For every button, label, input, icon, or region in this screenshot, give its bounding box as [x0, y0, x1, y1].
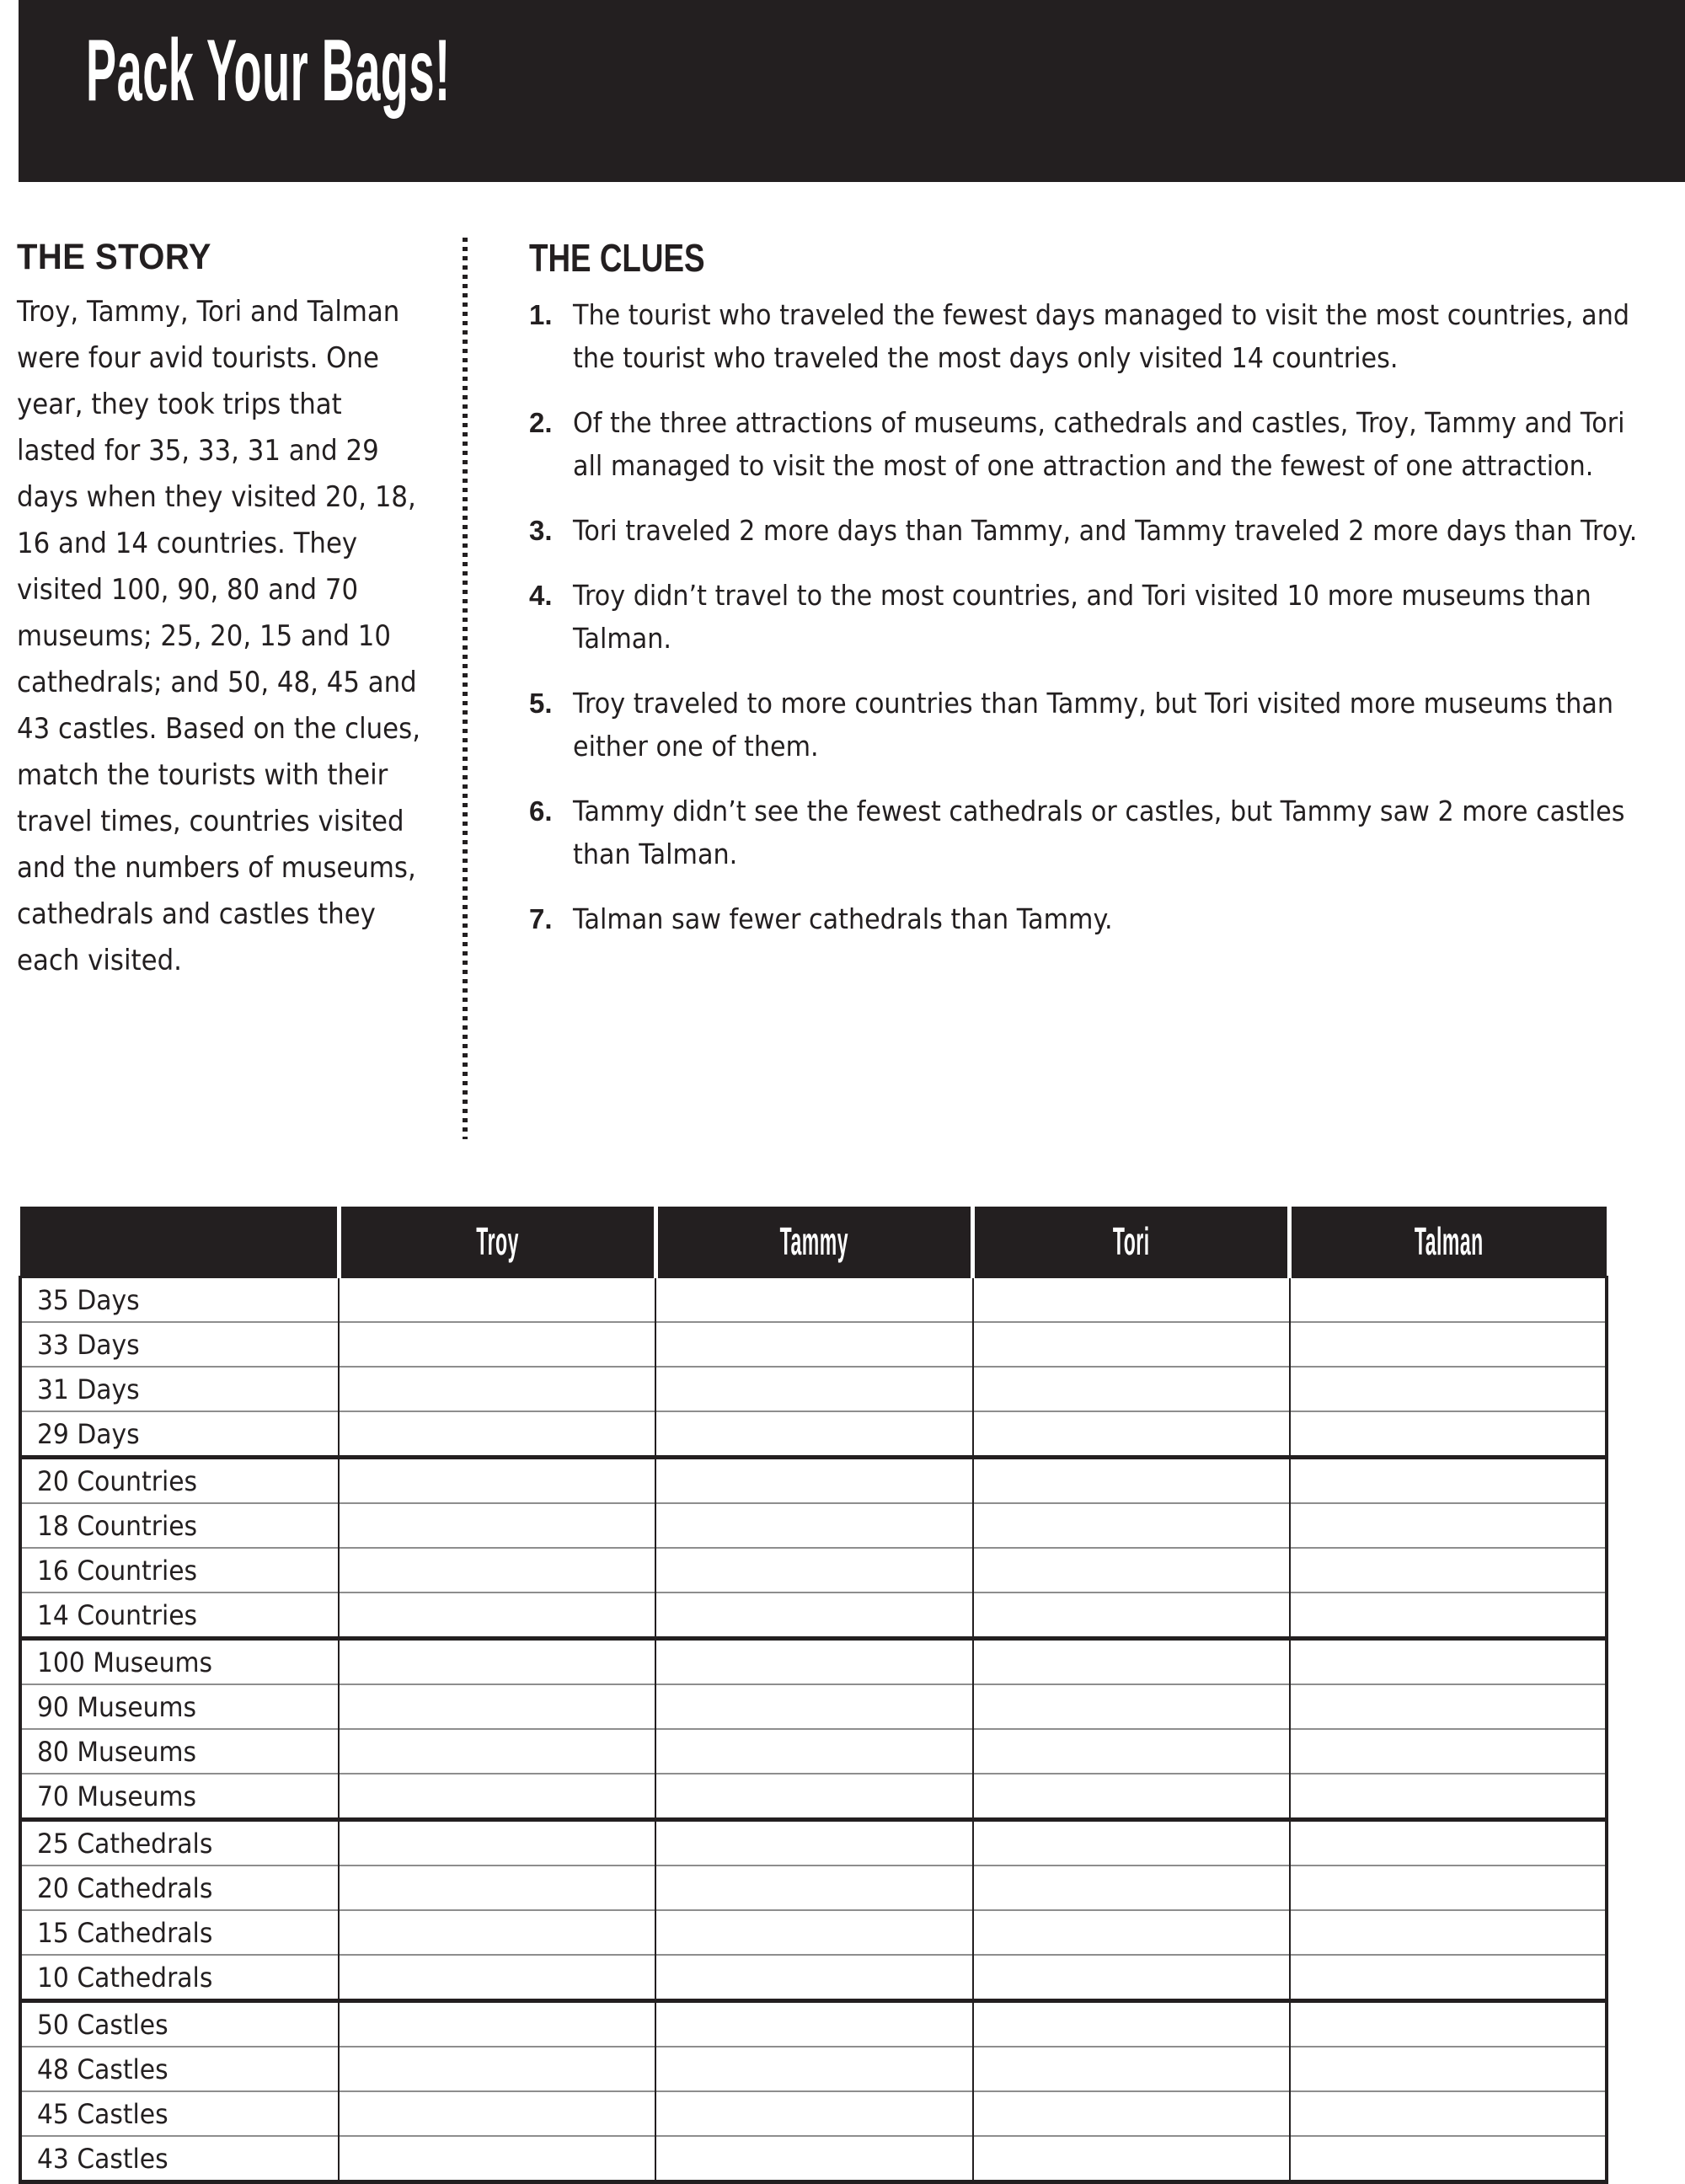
- grid-cell-tammy-castles-2[interactable]: [655, 2047, 972, 2091]
- grid-cell-tori-countries-2[interactable]: [973, 1503, 1290, 1548]
- row-label: 31 Days: [37, 1373, 140, 1405]
- grid-header: [20, 1207, 1607, 1277]
- grid-column-header-label: Troy: [475, 1219, 519, 1263]
- row-label: 16 Countries: [37, 1554, 198, 1587]
- clue-item: [529, 897, 1641, 940]
- grid-cell-talman-countries-3[interactable]: [1290, 1548, 1607, 1592]
- row-label: 50 Castles: [37, 2008, 168, 2041]
- row-label-cell: [20, 1639, 339, 1685]
- clue-item: [529, 682, 1641, 768]
- grid-cell-tammy-countries-3[interactable]: [655, 1548, 972, 1592]
- content-columns: [0, 236, 1685, 1163]
- clue-number: 2.: [529, 407, 553, 438]
- grid-column-header-talman: [1290, 1207, 1607, 1277]
- row-label-cell: [20, 2091, 339, 2136]
- grid-cell-talman-days-1[interactable]: [1290, 1277, 1607, 1323]
- row-label: 80 Museums: [37, 1735, 197, 1768]
- row-label: 33 Days: [37, 1328, 140, 1361]
- grid-cell-tori-museums-2[interactable]: [973, 1684, 1290, 1729]
- clue-list: [529, 293, 1641, 940]
- clue-text: Troy traveled to more countries than Tammy, but Tori visited more museums than either one of them.: [573, 687, 1613, 763]
- grid-cell-talman-countries-1[interactable]: [1290, 1458, 1607, 1504]
- clue-text: Of the three attractions of museums, cathedrals and castles, Troy, Tammy and Tori all managed to visit the most of one attraction and the fewest of one attraction.: [573, 406, 1625, 482]
- grid-cell-talman-cathedrals-4[interactable]: [1290, 1955, 1607, 2001]
- story-heading: THE STORY: [17, 237, 211, 277]
- clues-column: [529, 236, 1641, 962]
- dotted-column-divider: [463, 238, 468, 1139]
- row-label-cell: [20, 1277, 339, 1323]
- grid-cell-talman-museums-4[interactable]: [1290, 1774, 1607, 1820]
- row-label: 90 Museums: [37, 1690, 197, 1723]
- grid-cell-tammy-cathedrals-2[interactable]: [655, 1866, 972, 1910]
- grid-cell-troy-countries-2[interactable]: [339, 1503, 655, 1548]
- grid-cell-tori-days-3[interactable]: [973, 1367, 1290, 1411]
- grid-column-header-tammy: [655, 1207, 972, 1277]
- grid-cell-talman-castles-3[interactable]: [1290, 2091, 1607, 2136]
- grid-cell-troy-days-4[interactable]: [339, 1411, 655, 1458]
- grid-cell-tammy-museums-4[interactable]: [655, 1774, 972, 1820]
- grid-column-header-label: Talman: [1415, 1219, 1484, 1263]
- grid-cell-talman-castles-2[interactable]: [1290, 2047, 1607, 2091]
- row-label: 29 Days: [37, 1417, 140, 1450]
- row-label: 43 Castles: [37, 2142, 168, 2175]
- grid-cell-tammy-castles-1[interactable]: [655, 2001, 972, 2048]
- grid-cell-tori-cathedrals-3[interactable]: [973, 1910, 1290, 1955]
- row-label: 18 Countries: [37, 1509, 198, 1542]
- row-label-cell: [20, 1411, 339, 1458]
- grid-cell-tori-cathedrals-1[interactable]: [973, 1820, 1290, 1866]
- row-label: 20 Countries: [37, 1464, 198, 1497]
- grid-cell-tori-countries-1[interactable]: [973, 1458, 1290, 1504]
- row-label: 48 Castles: [37, 2053, 168, 2085]
- grid-header-row: [20, 1207, 1607, 1277]
- grid-cell-tammy-cathedrals-1[interactable]: [655, 1820, 972, 1866]
- clue-item: [529, 293, 1641, 379]
- table-row: [20, 1955, 1607, 2001]
- grid-cell-tori-castles-2[interactable]: [973, 2047, 1290, 2091]
- row-label-cell: [20, 1458, 339, 1504]
- table-row: [20, 1639, 1607, 1685]
- grid-column-header-troy: [339, 1207, 655, 1277]
- grid-cell-tori-castles-4[interactable]: [973, 2136, 1290, 2182]
- row-label: 35 Days: [37, 1283, 140, 1316]
- grid-cell-troy-castles-1[interactable]: [339, 2001, 655, 2048]
- grid-cell-tori-castles-1[interactable]: [973, 2001, 1290, 2048]
- grid-cell-tammy-museums-1[interactable]: [655, 1639, 972, 1685]
- grid-cell-talman-countries-4[interactable]: [1290, 1592, 1607, 1639]
- grid-cell-tammy-countries-2[interactable]: [655, 1503, 972, 1548]
- grid-cell-troy-cathedrals-2[interactable]: [339, 1866, 655, 1910]
- grid-cell-talman-museums-1[interactable]: [1290, 1639, 1607, 1685]
- grid-body: [20, 1277, 1607, 2182]
- clue-number: 1.: [529, 299, 553, 330]
- grid-cell-troy-days-2[interactable]: [339, 1322, 655, 1367]
- clue-text: Tammy didn’t see the fewest cathedrals or castles, but Tammy saw 2 more castles than Talman.: [573, 795, 1625, 870]
- row-label: 15 Cathedrals: [37, 1916, 213, 1949]
- grid-cell-troy-days-3[interactable]: [339, 1367, 655, 1411]
- page-title: Pack Your Bags!: [86, 22, 451, 120]
- grid-cell-tammy-museums-2[interactable]: [655, 1684, 972, 1729]
- grid-cell-troy-castles-3[interactable]: [339, 2091, 655, 2136]
- grid-cell-tammy-castles-4[interactable]: [655, 2136, 972, 2182]
- row-label-cell: [20, 1729, 339, 1774]
- clue-item: [529, 790, 1641, 875]
- table-row: [20, 1548, 1607, 1592]
- clue-number: 6.: [529, 795, 553, 827]
- grid-cell-talman-cathedrals-1[interactable]: [1290, 1820, 1607, 1866]
- grid-cell-talman-castles-1[interactable]: [1290, 2001, 1607, 2048]
- table-row: [20, 1592, 1607, 1639]
- grid-cell-tori-countries-3[interactable]: [973, 1548, 1290, 1592]
- table-row: [20, 1367, 1607, 1411]
- grid-cell-tammy-museums-3[interactable]: [655, 1729, 972, 1774]
- table-row: [20, 1277, 1607, 1323]
- row-label-cell: [20, 1548, 339, 1592]
- grid-cell-troy-cathedrals-1[interactable]: [339, 1820, 655, 1866]
- grid-cell-tammy-days-3[interactable]: [655, 1367, 972, 1411]
- row-label-cell: [20, 1367, 339, 1411]
- row-label: 25 Cathedrals: [37, 1827, 213, 1860]
- grid-cell-troy-days-1[interactable]: [339, 1277, 655, 1323]
- grid-column-header-label: Tammy: [779, 1219, 849, 1263]
- grid-cell-talman-museums-2[interactable]: [1290, 1684, 1607, 1729]
- grid-cell-tori-museums-4[interactable]: [973, 1774, 1290, 1820]
- grid-cell-talman-cathedrals-3[interactable]: [1290, 1910, 1607, 1955]
- grid-cell-tori-cathedrals-4[interactable]: [973, 1955, 1290, 2001]
- table-row: [20, 1503, 1607, 1548]
- clue-text: The tourist who traveled the fewest days managed to visit the most countries, and the tourist who traveled the most days only visited 14 countries.: [573, 298, 1629, 374]
- table-row: [20, 1411, 1607, 1458]
- row-label-cell: [20, 1774, 339, 1820]
- row-label-cell: [20, 1955, 339, 2001]
- table-row: [20, 1322, 1607, 1367]
- row-label: 70 Museums: [37, 1780, 197, 1812]
- clue-number: 7.: [529, 903, 553, 934]
- grid-cell-tori-cathedrals-2[interactable]: [973, 1866, 1290, 1910]
- row-label-cell: [20, 1503, 339, 1548]
- grid-cell-tori-days-2[interactable]: [973, 1322, 1290, 1367]
- table-row: [20, 2091, 1607, 2136]
- grid-cell-talman-castles-4[interactable]: [1290, 2136, 1607, 2182]
- grid-cell-tori-countries-4[interactable]: [973, 1592, 1290, 1639]
- grid-cell-tammy-days-4[interactable]: [655, 1411, 972, 1458]
- table-row: [20, 1866, 1607, 1910]
- grid-cell-talman-days-4[interactable]: [1290, 1411, 1607, 1458]
- solution-grid: [19, 1207, 1605, 2184]
- row-label-cell: [20, 2136, 339, 2182]
- row-label-cell: [20, 2001, 339, 2048]
- grid-cell-troy-countries-3[interactable]: [339, 1548, 655, 1592]
- clue-text: Talman saw fewer cathedrals than Tammy.: [573, 902, 1113, 935]
- table-row: [20, 2001, 1607, 2048]
- row-label: 14 Countries: [37, 1598, 198, 1631]
- grid-column-header-tori: [973, 1207, 1290, 1277]
- grid-cell-talman-days-3[interactable]: [1290, 1367, 1607, 1411]
- grid-cell-troy-countries-4[interactable]: [339, 1592, 655, 1639]
- grid-cell-troy-countries-1[interactable]: [339, 1458, 655, 1504]
- row-label-cell: [20, 1684, 339, 1729]
- grid-cell-talman-cathedrals-2[interactable]: [1290, 1866, 1607, 1910]
- table-row: [20, 2047, 1607, 2091]
- clue-item: [529, 574, 1641, 660]
- grid-cell-troy-museums-2[interactable]: [339, 1684, 655, 1729]
- clue-number: 3.: [529, 515, 553, 546]
- title-banner: [19, 0, 1685, 182]
- table-row: [20, 1729, 1607, 1774]
- grid-cell-troy-cathedrals-4[interactable]: [339, 1955, 655, 2001]
- row-label: 100 Museums: [37, 1646, 212, 1678]
- clue-item: [529, 401, 1641, 487]
- clue-text: Tori traveled 2 more days than Tammy, and Tammy traveled 2 more days than Troy.: [573, 514, 1638, 547]
- grid-cell-tammy-cathedrals-4[interactable]: [655, 1955, 972, 2001]
- grid-cell-tammy-days-2[interactable]: [655, 1322, 972, 1367]
- grid-cell-talman-countries-2[interactable]: [1290, 1503, 1607, 1548]
- grid-cell-tori-castles-3[interactable]: [973, 2091, 1290, 2136]
- clue-number: 5.: [529, 688, 553, 719]
- clue-item: [529, 509, 1641, 552]
- grid-cell-troy-cathedrals-3[interactable]: [339, 1910, 655, 1955]
- grid-cell-tammy-days-1[interactable]: [655, 1277, 972, 1323]
- row-label: 45 Castles: [37, 2097, 168, 2130]
- row-label-cell: [20, 1866, 339, 1910]
- table-row: [20, 1820, 1607, 1866]
- grid-table: [19, 1207, 1608, 2184]
- grid-cell-troy-castles-4[interactable]: [339, 2136, 655, 2182]
- grid-cell-talman-museums-3[interactable]: [1290, 1729, 1607, 1774]
- table-row: [20, 1774, 1607, 1820]
- grid-cell-tori-museums-1[interactable]: [973, 1639, 1290, 1685]
- grid-cell-tammy-countries-1[interactable]: [655, 1458, 972, 1504]
- row-label-cell: [20, 1910, 339, 1955]
- table-row: [20, 1910, 1607, 1955]
- grid-cell-tori-days-4[interactable]: [973, 1411, 1290, 1458]
- grid-cell-troy-museums-1[interactable]: [339, 1639, 655, 1685]
- story-text: Troy, Tammy, Tori and Talman were four avid tourists. One year, they took trips that lasted for 35, 33, 31 and 29 days when they visited 20, 18, 16 and 14 countries. They visited 100, 90, 80 and 70 museums; 25, 20, 15 and 10 cathedrals; and 50, 48, 45 and 43 castles. Based on the clues, match the tourists with their travel times, countries visited and the numbers of museums, cathedrals and castles they each visited.: [17, 295, 420, 977]
- grid-cell-tori-days-1[interactable]: [973, 1277, 1290, 1323]
- grid-cell-tammy-countries-4[interactable]: [655, 1592, 972, 1639]
- grid-cell-troy-museums-4[interactable]: [339, 1774, 655, 1820]
- table-row: [20, 1458, 1607, 1504]
- table-row: [20, 1684, 1607, 1729]
- row-label: 10 Cathedrals: [37, 1961, 213, 1994]
- clues-heading: THE CLUES: [529, 236, 705, 280]
- grid-cell-troy-castles-2[interactable]: [339, 2047, 655, 2091]
- row-label-cell: [20, 1322, 339, 1367]
- row-label-cell: [20, 1592, 339, 1639]
- row-label: 20 Cathedrals: [37, 1871, 213, 1904]
- table-row: [20, 2136, 1607, 2182]
- grid-column-header-label: Tori: [1112, 1219, 1150, 1263]
- grid-cell-talman-days-2[interactable]: [1290, 1322, 1607, 1367]
- grid-cell-tori-museums-3[interactable]: [973, 1729, 1290, 1774]
- row-label-cell: [20, 1820, 339, 1866]
- row-label-cell: [20, 2047, 339, 2091]
- grid-cell-tammy-cathedrals-3[interactable]: [655, 1910, 972, 1955]
- story-column: [17, 236, 430, 983]
- grid-cell-troy-museums-3[interactable]: [339, 1729, 655, 1774]
- grid-corner-header: [20, 1207, 339, 1277]
- clue-number: 4.: [529, 580, 553, 611]
- grid-cell-tammy-castles-3[interactable]: [655, 2091, 972, 2136]
- clue-text: Troy didn’t travel to the most countries, and Tori visited 10 more museums than Talman.: [573, 579, 1591, 655]
